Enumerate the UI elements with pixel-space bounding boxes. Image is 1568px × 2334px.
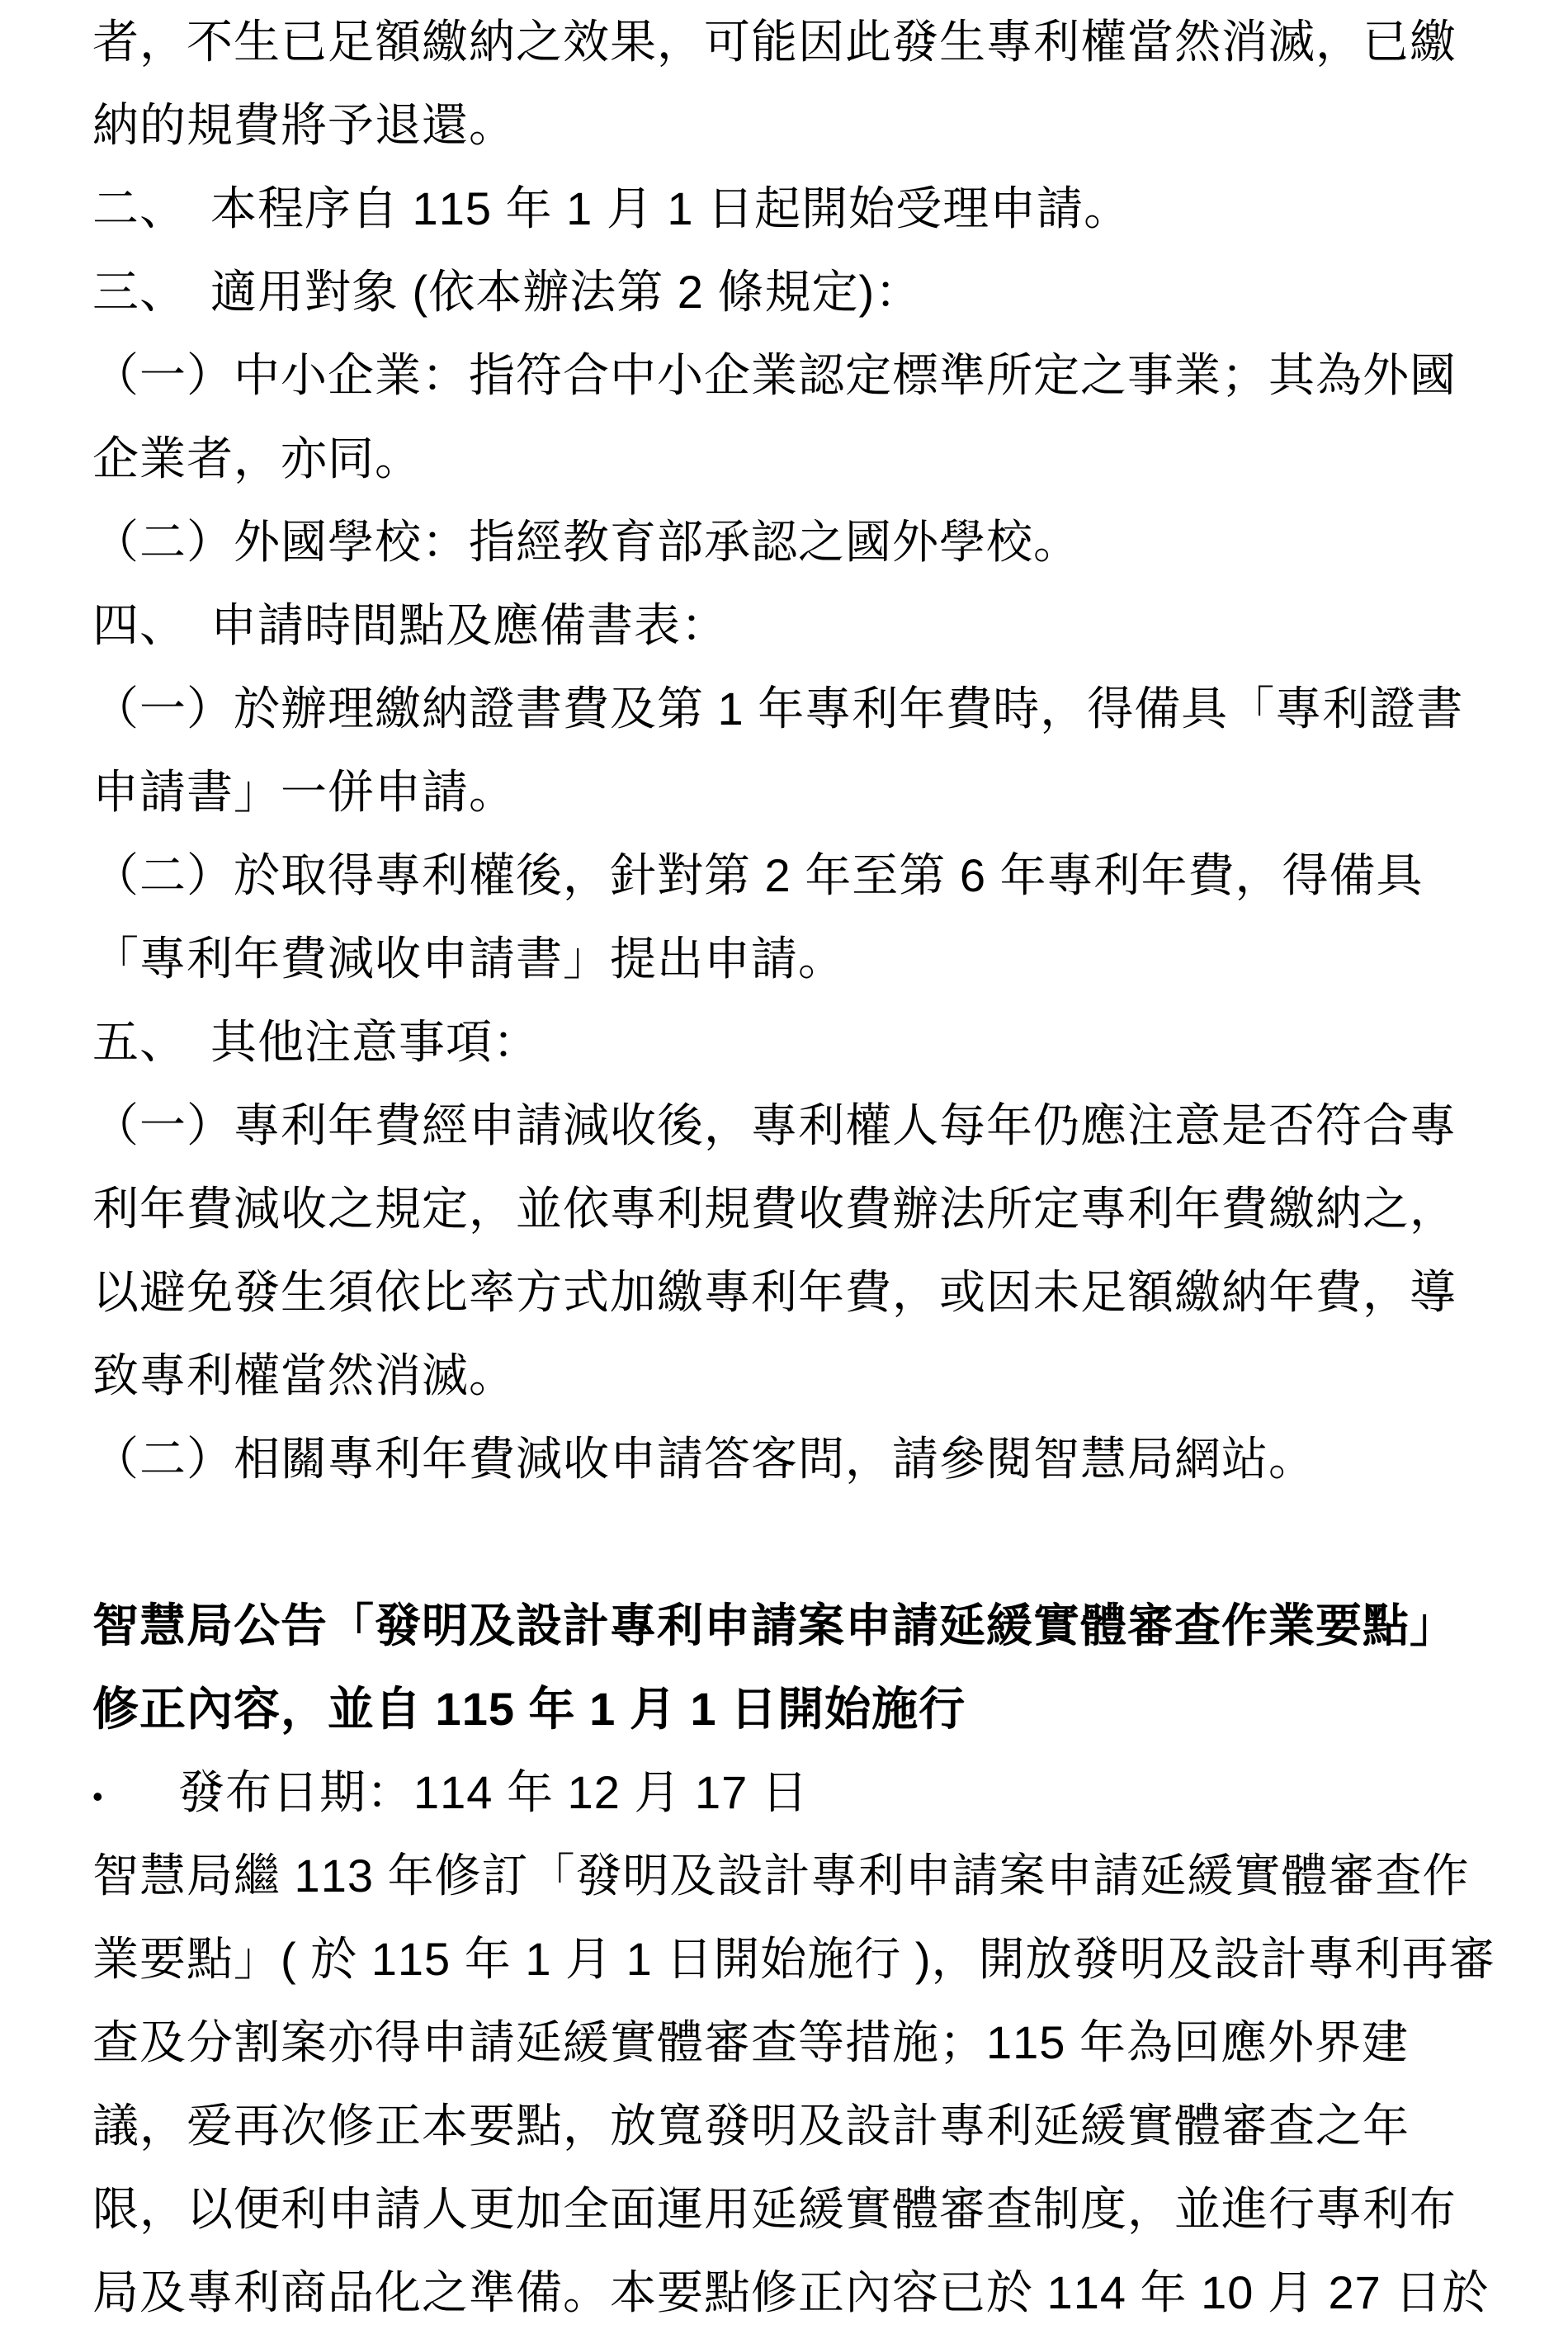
text-line: 者，不生已足額繳納之效果，可能因此發生專利權當然消滅，已繳 [92,16,1457,68]
text-line: （一）專利年費經申請減收後，專利權人每年仍應注意是否符合專 [92,1099,1457,1151]
text-line: 議，爱再次修正本要點，放寬發明及設計專利延緩實體審查之年 [92,2100,1410,2152]
text-line: 三、 適用對象 (依本辦法第 2 條規定)： [92,266,923,318]
bullet-item [92,1750,1518,1834]
text-line: 二、 本程序自 115 年 1 月 1 日起開始受理申請。 [92,182,1131,234]
text-line: 四、 申請時間點及應備書表： [92,599,728,651]
text-line: 致專利權當然消滅。 [92,1349,516,1401]
text-line: 企業者，亦同。 [92,432,422,484]
bullet-text: 發布日期：114 年 12 月 17 日 [178,1766,809,1818]
bullet-icon: • [92,1779,104,1813]
text-line: （一）中小企業：指符合中小企業認定標準所定之事業；其為外國 [92,349,1457,401]
text-line: 納的規費將予退還。 [92,99,516,151]
text-line: 業要點」( 於 115 年 1 月 1 日開始施行 )，開放發明及設計專利再審 [92,1933,1496,1985]
text-line: （二）外國學校：指經教育部承認之國外學校。 [92,516,1080,568]
text-line: （二）相關專利年費減收申請答客問，請參閱智慧局網站。 [92,1433,1315,1485]
text-line: 「專利年費減收申請書」提出申請。 [92,933,845,985]
text-line: （二）於取得專利權後，針對第 2 年至第 6 年專利年費，得備具 [92,849,1424,901]
text-line: 利年費減收之規定，並依專利規費收費辦法所定專利年費繳納之， [92,1183,1457,1235]
document-body [92,0,1518,2334]
text-line: 局及專利商品化之準備。本要點修正內容已於 114 年 10 月 27 日於 [92,2266,1490,2318]
text-line: 查及分割案亦得申請延緩實體審查等措施；115 年為回應外界建 [92,2016,1409,2068]
section-heading-line: 智慧局公告「發明及設計專利申請案申請延緩實體審查作業要點」 [92,1599,1457,1651]
section-heading-line: 修正內容，並自 115 年 1 月 1 日開始施行 [92,1683,966,1735]
text-line: 以避免發生須依比率方式加繳專利年費，或因未足額繳納年費，導 [92,1266,1457,1318]
text-line: 申請書」一併申請。 [92,766,516,818]
text-line: 智慧局繼 113 年修訂「發明及設計專利申請案申請延緩實體審查作 [92,1850,1470,1902]
text-line: （一）於辦理繳納證書費及第 1 年專利年費時，得備具「專利證書 [92,683,1464,735]
text-line: 五、 其他注意事項： [92,1016,540,1068]
line-gap [92,1500,1518,1584]
text-line: 限，以便利申請人更加全面運用延緩實體審查制度，並進行專利布 [92,2183,1457,2235]
